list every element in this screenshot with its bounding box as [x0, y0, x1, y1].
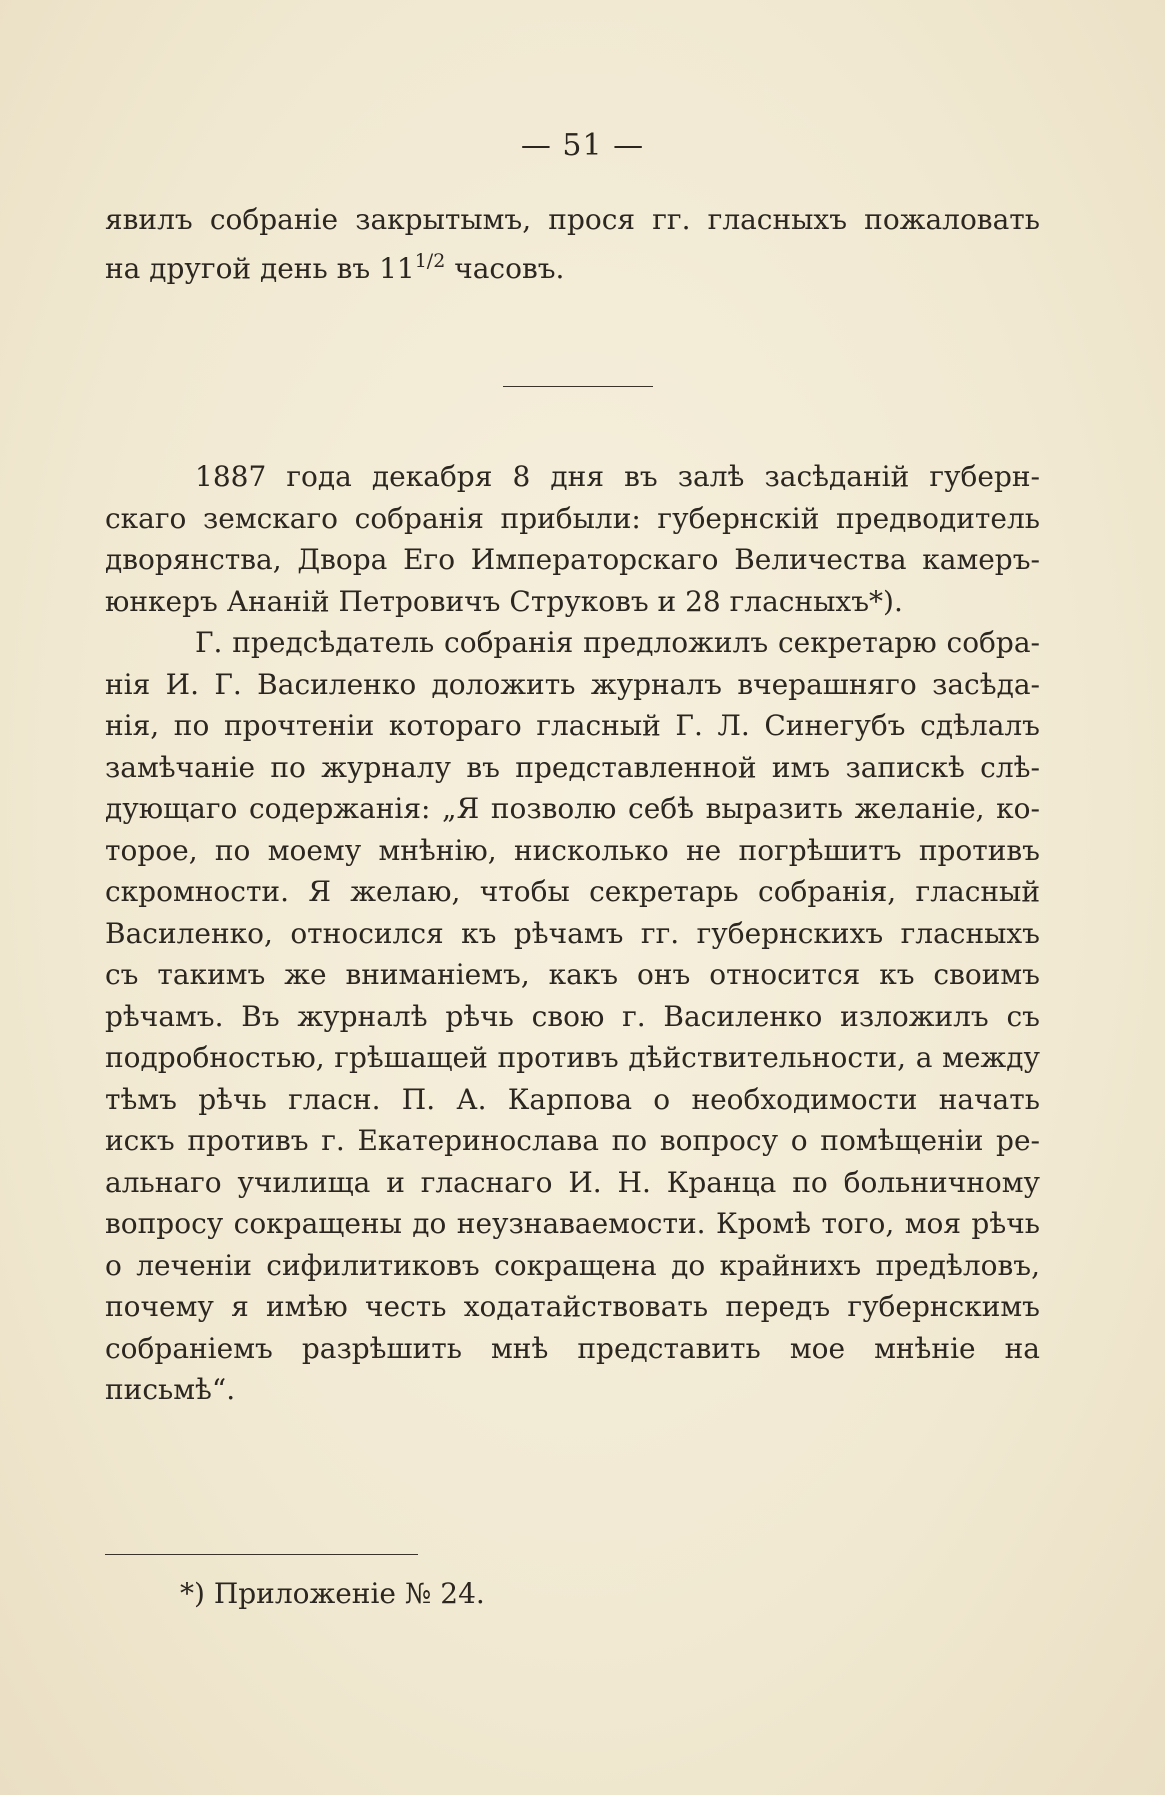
text-line: скаго земскаго собранія прибыли: губернскій предводитель	[105, 501, 1040, 535]
text-line: съ такимъ же вниманіемъ, какъ онъ относится къ своимъ	[105, 958, 1040, 991]
text-line: Г. предсѣдатель собранія предложилъ секретарю собра-	[195, 626, 1040, 659]
text-line: тѣмъ рѣчь гласн. П. А. Карпова о необходимости начать	[105, 1082, 1040, 1116]
text-line: альнаго училища и гласнаго И. Н. Кранца по больничному	[105, 1165, 1040, 1199]
text-line: скромности. Я желаю, чтобы секретарь собранія, гласный	[105, 875, 1040, 908]
text-line-part: часовъ.	[445, 251, 565, 285]
intro-paragraph	[105, 199, 1040, 285]
text-line: почему я имѣю честь ходатайствовать передъ губернскимъ	[105, 1290, 1040, 1323]
text-line-part: на другой день въ 11	[105, 251, 415, 285]
text-line: о леченіи сифилитиковъ сокращена до крайнихъ предѣловъ,	[105, 1248, 1040, 1282]
text-line: собраніемъ разрѣшить мнѣ представить мое мнѣніе на	[105, 1331, 1040, 1365]
footnote: *) Приложеніе № 24.	[180, 1577, 485, 1610]
text-line: рѣчамъ. Въ журналѣ рѣчь свою г. Василенко изложилъ съ	[105, 999, 1040, 1033]
text-line: явилъ собраніе закрытымъ, прося гг. гласныхъ пожаловать	[105, 203, 1040, 236]
text-line: искъ противъ г. Екатеринослава по вопросу о помѣщеніи ре-	[105, 1124, 1040, 1157]
text-line: письмѣ“.	[105, 1373, 236, 1406]
text-line: вопросу сокращены до неузнаваемости. Кромѣ того, моя рѣчь	[105, 1207, 1040, 1240]
text-line: юнкеръ Ананій Петровичъ Струковъ и 28 гласныхъ*).	[105, 584, 903, 618]
text-line: подробностью, грѣшащей противъ дѣйствительности, а между	[105, 1041, 1040, 1074]
section-separator	[503, 386, 653, 387]
text-line: торое, по моему мнѣнію, нисколько не погрѣшитъ противъ	[105, 833, 1040, 867]
text-line: нія, по прочтеніи котораго гласный Г. Л. Синегубъ сдѣлалъ	[105, 709, 1040, 742]
text-line: дующаго содержанія: „Я позволю себѣ выразить желаніе, ко-	[105, 792, 1040, 825]
text-line: дворянства, Двора Его Императорскаго Величества камеръ-	[105, 543, 1040, 576]
text-line	[105, 241, 1040, 283]
text-line: нія И. Г. Василенко доложить журналъ вчерашняго засѣда-	[105, 667, 1040, 701]
page-number: — 51 —	[520, 128, 645, 163]
footnote-rule	[105, 1554, 418, 1555]
fraction: 1/2	[414, 249, 446, 272]
text-line: 1887 года декабря 8 дня въ залѣ засѣданій губерн-	[195, 460, 1040, 493]
main-text	[105, 456, 1040, 1411]
text-line: замѣчаніе по журналу въ представленной имъ запискѣ слѣ-	[105, 750, 1040, 784]
text-line: Василенко, относился къ рѣчамъ гг. губернскихъ гласныхъ	[105, 916, 1040, 950]
